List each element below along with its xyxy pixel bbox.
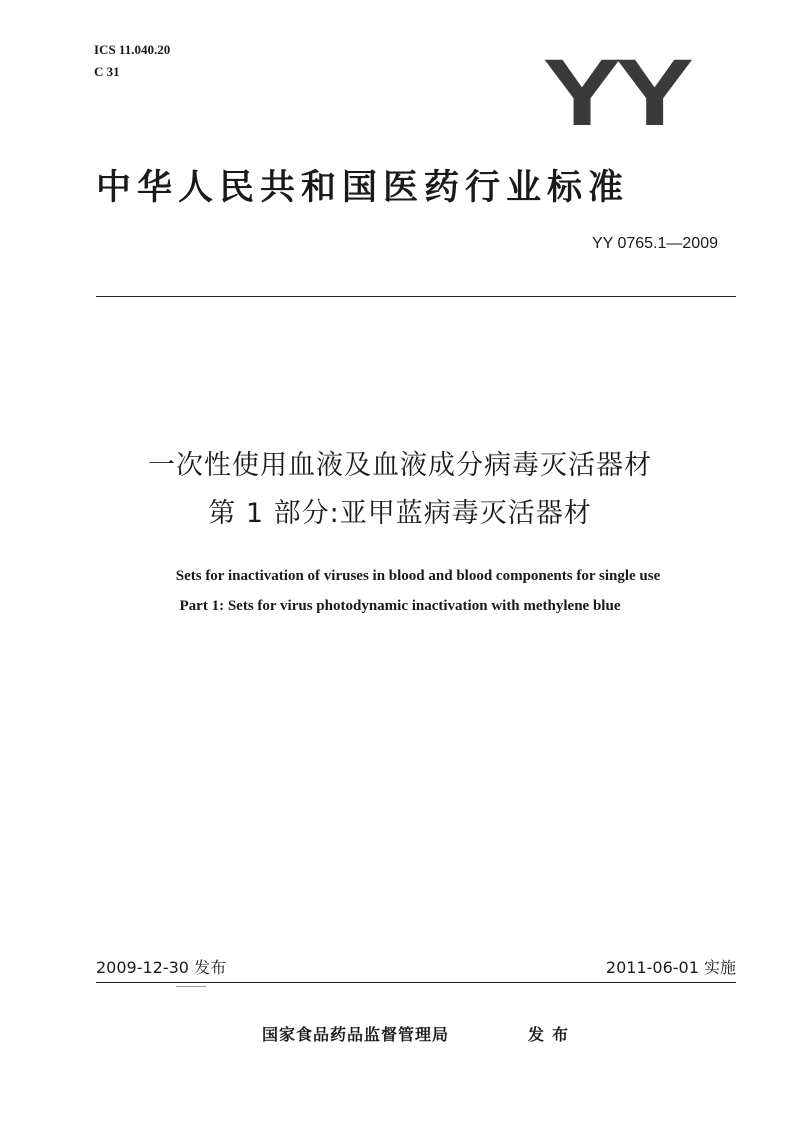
- implementation-date: 2011-06-01 实施: [605, 958, 736, 977]
- scan-mark: [176, 986, 206, 987]
- yy-logo: YY: [542, 40, 688, 146]
- ics-code: ICS 11.040.20: [94, 42, 171, 57]
- publisher-name: 国家食品药品监督管理局: [262, 1025, 450, 1044]
- chinese-title-line-2: 第 1 部分:亚甲蓝病毒灭活器材: [208, 498, 592, 529]
- publish-label: 发布: [528, 1025, 577, 1044]
- document-number: YY 0765.1—2009: [591, 235, 718, 252]
- chinese-title-line-1: 一次性使用血液及血液成分病毒灭活器材: [148, 450, 652, 481]
- footer-divider: [96, 982, 736, 983]
- issue-date: 2009-12-30 发布: [96, 958, 227, 977]
- header-divider: [96, 296, 736, 297]
- english-title-line-1: Sets for inactivation of viruses in blood and blood components for single use: [175, 568, 661, 584]
- english-title-line-2: Part 1: Sets for virus photodynamic inactivation with methylene blue: [179, 598, 621, 614]
- ccs-code: C 31: [94, 64, 120, 79]
- standard-organization: 中华人民共和国医药行业标准: [96, 168, 630, 208]
